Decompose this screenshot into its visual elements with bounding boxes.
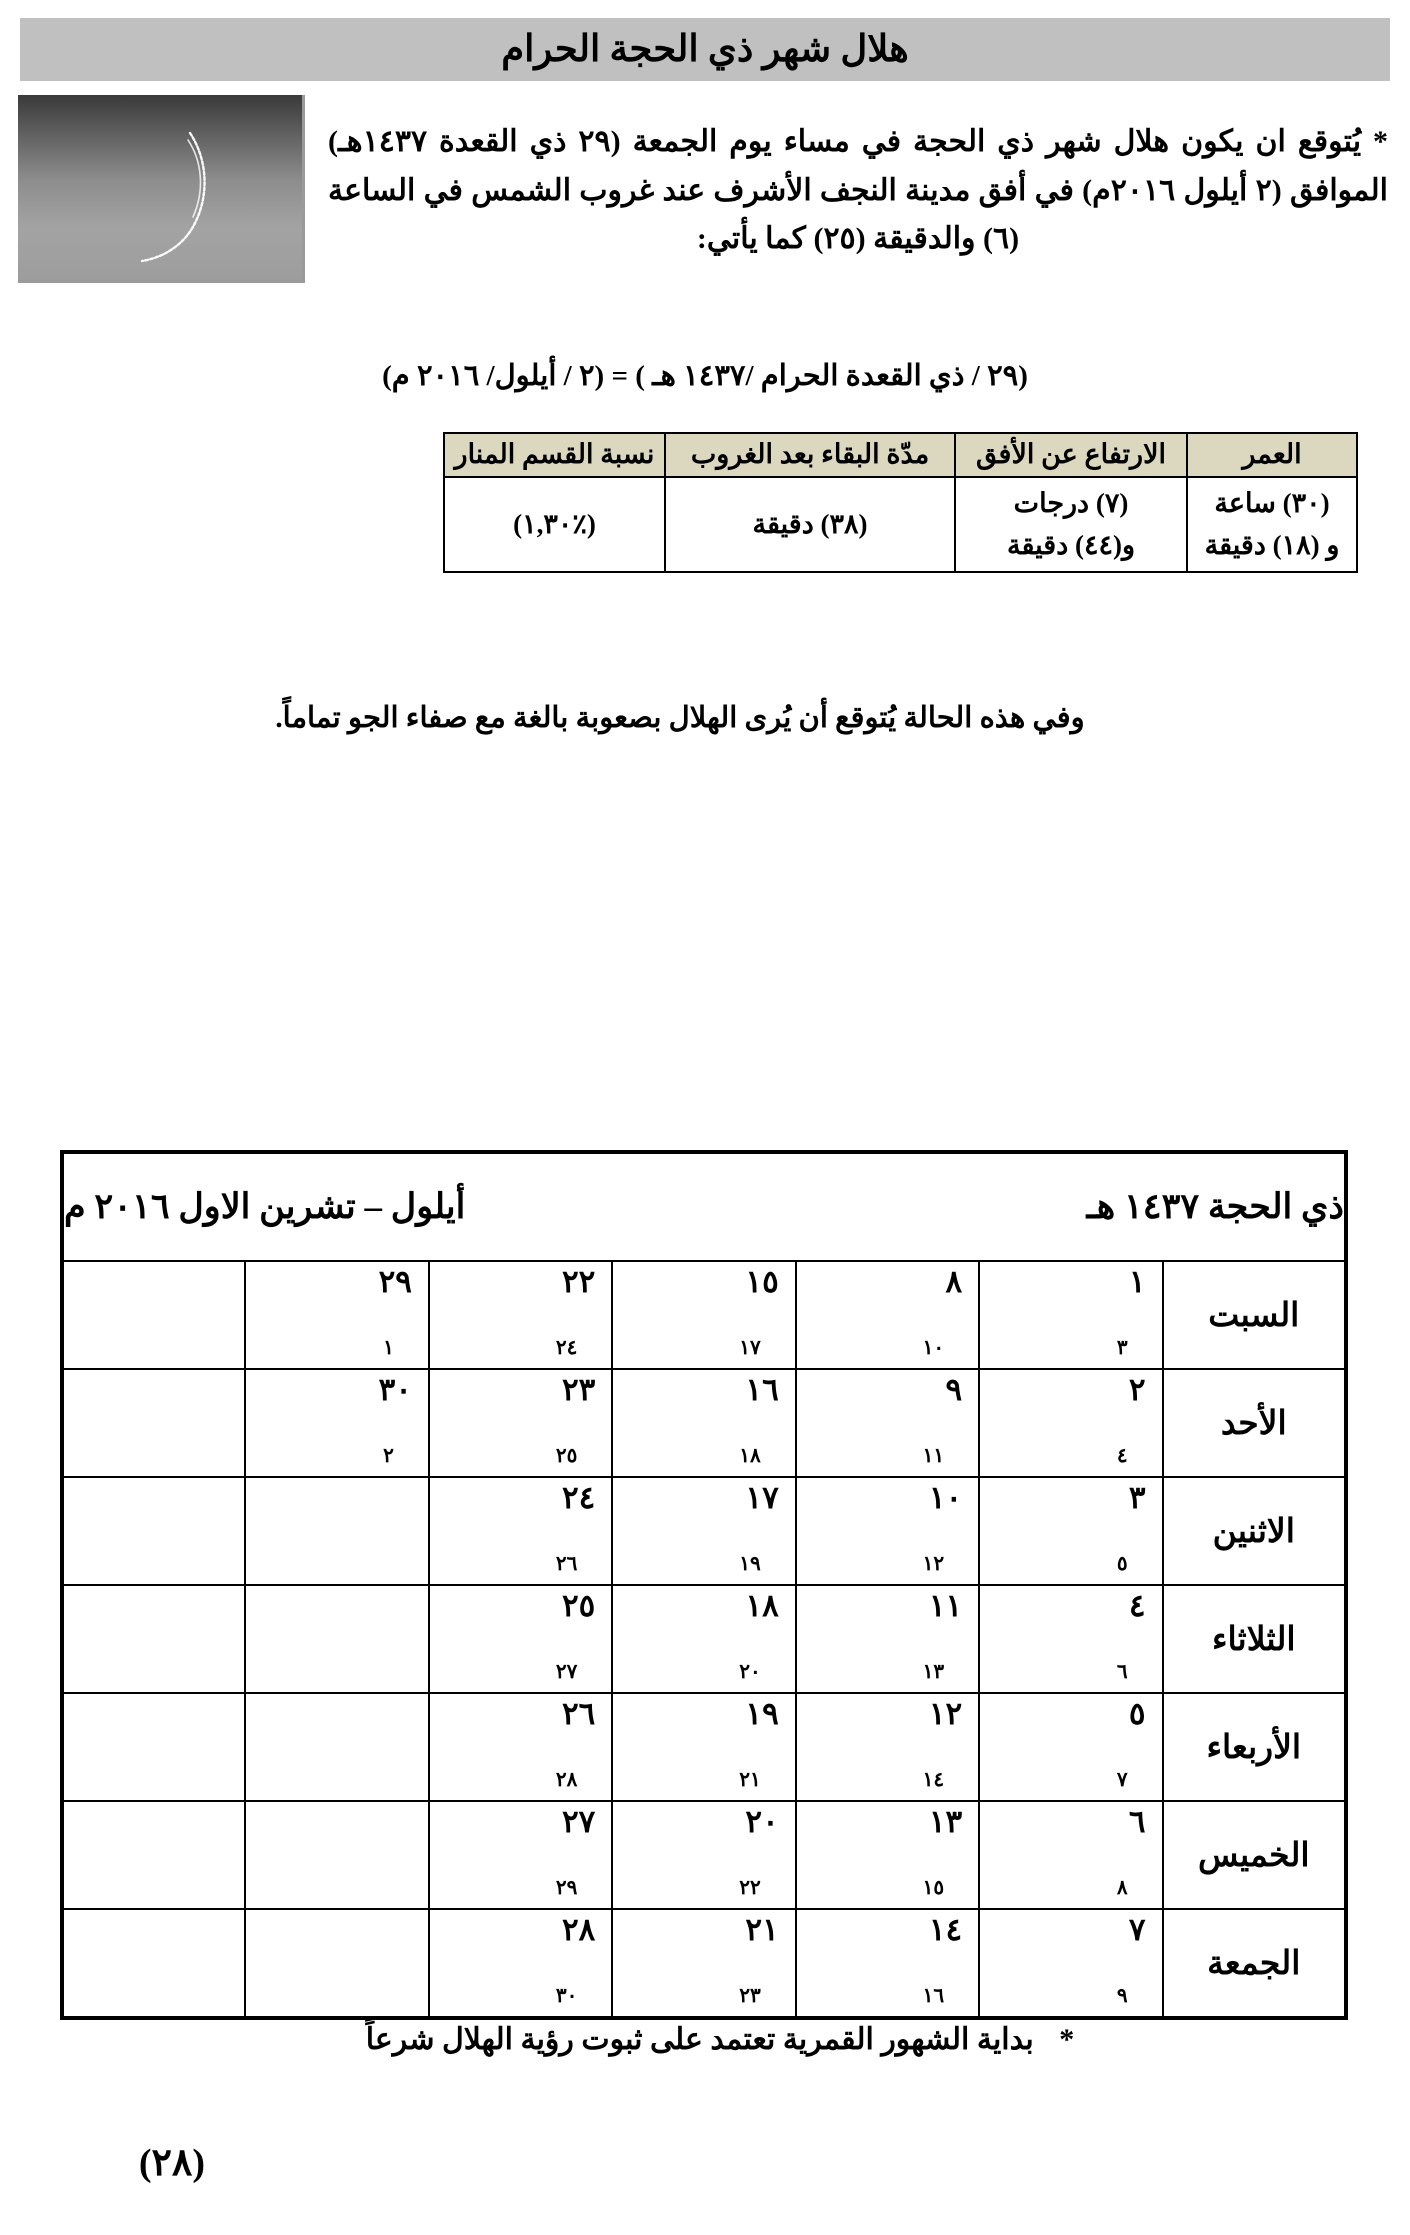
crescent-shape-icon [18,95,302,280]
gregorian-day-number: ٢٣ [739,1985,761,2007]
calendar-day-name: الاثنين [1163,1477,1346,1585]
calendar-date-cell [612,1693,795,1801]
hijri-day-number: ٢ [1128,1372,1146,1407]
hijri-day-number: ٢١ [745,1912,779,1947]
data-table-row [444,477,1357,572]
hijri-day-number: ٧ [1128,1912,1146,1947]
column-header-illumination: نسبة القسم المنار [444,433,665,477]
page-header-banner [20,18,1390,81]
calendar-date-cell [796,1261,979,1369]
hijri-day-number: ١٤ [928,1912,963,1947]
hijri-day-number: ١٠ [928,1480,963,1515]
calendar-row [62,1477,1346,1585]
hijri-day-number: ٢٥ [562,1588,596,1623]
hijri-day-number: ٣ [1128,1480,1146,1515]
calendar-row [62,1261,1346,1369]
column-header-altitude: الارتفاع عن الأفق [955,433,1187,477]
gregorian-day-number: ١٧ [739,1337,761,1359]
hijri-day-number: ٨ [945,1264,963,1299]
gregorian-day-number: ١٣ [922,1661,945,1683]
hijri-day-number: ٤ [1128,1588,1146,1623]
crescent-moon-image [18,95,305,283]
calendar-day-name: السبت [1163,1261,1346,1369]
calendar-date-cell [429,1369,612,1477]
calendar-date-cell [979,1369,1162,1477]
calendar-date-cell [612,1801,795,1909]
calendar-empty-cell [62,1909,245,2018]
gregorian-day-number: ٣٠ [555,1985,578,2007]
column-header-age: العمر [1187,433,1357,477]
hijri-day-number: ١٩ [745,1696,779,1731]
calendar-date-cell [796,1477,979,1585]
calendar-day-name: الخميس [1163,1801,1346,1909]
hijri-day-number: ١ [1128,1264,1146,1299]
calendar-empty-cell [62,1693,245,1801]
calendar-date-cell [796,1693,979,1801]
calendar-date-cell [612,1477,795,1585]
calendar-date-cell [979,1693,1162,1801]
gregorian-day-number: ١ [383,1337,394,1359]
hijri-day-number: ٢٠ [745,1804,779,1839]
gregorian-day-number: ٢٨ [555,1769,578,1791]
calendar-date-cell [796,1585,979,1693]
calendar-empty-cell [245,1693,428,1801]
gregorian-day-number: ١٤ [922,1769,945,1791]
hijri-day-number: ١٢ [928,1696,963,1731]
gregorian-day-number: ٣ [1116,1337,1128,1359]
calendar-day-name: الأحد [1163,1369,1346,1477]
calendar-body [62,1261,1346,2018]
cell-altitude [955,477,1187,572]
calendar-date-cell [245,1369,428,1477]
gregorian-day-number: ٢٠ [739,1661,761,1683]
page-number: (٢٨) [138,2142,205,2184]
gregorian-day-number: ٢٦ [555,1553,578,1575]
calendar-date-cell [245,1261,428,1369]
monthly-calendar [60,1150,1348,2020]
cell-duration [665,477,955,572]
calendar-date-cell [979,1909,1162,2018]
cell-duration-line1: (٣٨) دقيقة [752,508,868,539]
cell-age-line1: (٣٠) ساعة [1214,487,1330,518]
gregorian-day-number: ١٩ [739,1553,761,1575]
visibility-remark: وفي هذه الحالة يُتوقع أن يُرى الهلال بصعوبة بالغة مع صفاء الجو تماماً. [275,702,1085,734]
calendar-date-cell [429,1693,612,1801]
hijri-day-number: ٢٢ [562,1264,596,1299]
calendar-date-cell [429,1909,612,2018]
cell-altitude-line2: و(٤٤) دقيقة [1007,529,1135,560]
calendar-date-cell [612,1369,795,1477]
calendar-date-cell [796,1801,979,1909]
calendar-row [62,1585,1346,1693]
calendar-empty-cell [62,1369,245,1477]
hijri-day-number: ٦ [1128,1804,1146,1839]
calendar-row [62,1693,1346,1801]
date-equivalence-line: (٢٩ / ذي القعدة الحرام /١٤٣٧ هـ ) = (٢ / أيلول/ ٢٠١٦ م) [382,360,1028,392]
hijri-day-number: ١٦ [745,1372,779,1407]
calendar-empty-cell [245,1909,428,2018]
cell-age [1187,477,1357,572]
gregorian-day-number: ٢٥ [555,1445,578,1467]
hijri-day-number: ٢٣ [562,1372,596,1407]
calendar-empty-cell [62,1585,245,1693]
gregorian-day-number: ٨ [1116,1877,1128,1899]
calendar-title-cell [62,1152,1346,1261]
gregorian-day-number: ١٨ [739,1445,761,1467]
cell-illumination-line1: (٪١,٣٠) [513,508,596,539]
gregorian-day-number: ١٢ [922,1553,945,1575]
gregorian-day-number: ٧ [1116,1769,1128,1791]
calendar-empty-cell [62,1261,245,1369]
calendar-day-name: الجمعة [1163,1909,1346,2018]
calendar-row [62,1801,1346,1909]
gregorian-day-number: ٢٩ [555,1877,578,1899]
hijri-day-number: ٢٩ [378,1264,412,1299]
calendar-empty-cell [245,1801,428,1909]
data-table-header-row [444,433,1357,477]
hijri-day-number: ٢٦ [562,1696,596,1731]
calendar-date-cell [429,1585,612,1693]
hijri-day-number: ٢٤ [562,1480,596,1515]
gregorian-day-number: ٢٢ [739,1877,761,1899]
calendar-empty-cell [245,1477,428,1585]
hijri-day-number: ١٣ [928,1804,963,1839]
calendar-date-cell [979,1585,1162,1693]
gregorian-day-number: ٩ [1116,1985,1128,2007]
gregorian-day-number: ٤ [1116,1445,1128,1467]
gregorian-day-number: ٢٧ [555,1661,578,1683]
calendar-gregorian-title: أيلول – تشرين الاول ٢٠١٦ م [64,1187,466,1226]
calendar-empty-cell [62,1477,245,1585]
gregorian-day-number: ١٠ [922,1337,945,1359]
calendar-date-cell [796,1369,979,1477]
calendar-date-cell [429,1261,612,1369]
gregorian-day-number: ١٥ [922,1877,945,1899]
calendar-hijri-title: ذي الحجة ١٤٣٧ هـ [1086,1187,1344,1226]
page-title: هلال شهر ذي الحجة الحرام [501,29,909,70]
gregorian-day-number: ٢٤ [555,1337,578,1359]
gregorian-day-number: ١١ [922,1445,945,1467]
hijri-day-number: ٢٧ [562,1804,596,1839]
hijri-day-number: ١٥ [745,1264,779,1299]
hijri-day-number: ٥ [1128,1696,1146,1731]
gregorian-day-number: ٢١ [739,1769,761,1791]
calendar-date-cell [979,1477,1162,1585]
calendar-date-cell [429,1801,612,1909]
calendar-date-cell [612,1585,795,1693]
gregorian-day-number: ٦ [1116,1661,1128,1683]
calendar-day-name: الأربعاء [1163,1693,1346,1801]
cell-age-line2: و (١٨) دقيقة [1204,529,1340,560]
calendar-empty-cell [62,1801,245,1909]
calendar-date-cell [429,1477,612,1585]
column-header-duration: مدّة البقاء بعد الغروب [665,433,955,477]
hijri-day-number: ١٨ [745,1588,779,1623]
calendar-date-cell [796,1909,979,2018]
hijri-day-number: ١٧ [745,1480,779,1515]
gregorian-day-number: ٢ [383,1445,394,1467]
footnote-star: * [1059,2023,1075,2056]
calendar-empty-cell [245,1585,428,1693]
cell-altitude-line1: (٧) درجات [1013,487,1129,518]
hijri-day-number: ١١ [928,1588,963,1623]
calendar-row [62,1369,1346,1477]
hijri-day-number: ٩ [945,1372,963,1407]
calendar-date-cell [612,1261,795,1369]
calendar-row [62,1909,1346,2018]
calendar-day-name: الثلاثاء [1163,1585,1346,1693]
calendar-date-cell [979,1801,1162,1909]
hijri-day-number: ٢٨ [562,1912,596,1947]
cell-illumination [444,477,665,572]
calendar-header-row [62,1152,1346,1261]
footnote-text: بداية الشهور القمرية تعتمد على ثبوت رؤية الهلال شرعاً [365,2023,1034,2056]
crescent-data-table [443,432,1358,573]
gregorian-day-number: ٥ [1116,1553,1128,1575]
intro-paragraph: * يُتوقع ان يكون هلال شهر ذي الحجة في مساء يوم الجمعة (٢٩ ذي القعدة ١٤٣٧هـ) الموافق (٢ أيلول ٢٠١٦م) في أفق مدينة النجف الأشرف عند غروب الشمس في الساعة (٦) والدقيقة (٢٥) كما يأتي: [328,125,1389,256]
calendar-date-cell [979,1261,1162,1369]
calendar-date-cell [612,1909,795,2018]
gregorian-day-number: ١٦ [922,1985,945,2007]
hijri-day-number: ٣٠ [378,1372,412,1407]
calendar-footnote [120,2022,1320,2057]
